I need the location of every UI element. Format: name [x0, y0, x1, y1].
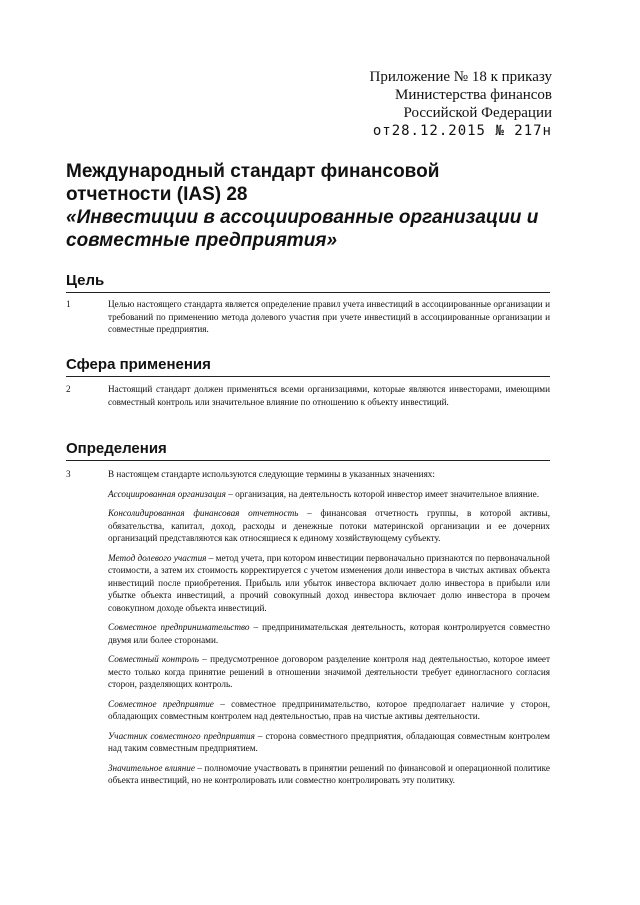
section-heading-scope: Сфера применения [66, 356, 550, 377]
section-heading-goal: Цель [66, 272, 550, 293]
paragraph-number: 1 [66, 299, 71, 309]
title-italic-line-1: «Инвестиции в ассоциированные организации и [66, 207, 539, 228]
definition-text: – предусмотренное договором разделение контроля над деятельностью, которое имеет место только когда принятие решений в отношении значимой деятельности требует единогласного согласия сторон, разделяющих контроль. [108, 654, 550, 689]
paragraph-3 [66, 468, 550, 787]
definition-term: Участник совместного предприятия [108, 730, 255, 741]
definition-term: Ассоциированная организация [108, 488, 226, 499]
paragraph-2 [66, 383, 550, 408]
definition-text: – организация, на деятельность которой инвестор имеет значительное влияние. [225, 488, 540, 499]
definition-text: – полномочие участвовать в принятии решений по финансовой и операционной политике объекта инвестиций, но не контролировать или совместно контролировать эту политику. [108, 762, 550, 785]
definition-item [108, 698, 550, 723]
definition-text: – совместное предпринимательство, которое предполагает наличие у сторон, обладающих совместным контролем над деятельностью, прав на чистые активы деятельности. [108, 698, 551, 721]
paragraph-text: Настоящий стандарт должен применяться всеми организациями, которые являются инвесторами, имеющими совместный контроль или значительное влияние по отношению к объекту инвестиций. [108, 384, 550, 407]
title-italic-line-2: совместные предприятия» [66, 230, 338, 251]
paragraph-1 [66, 298, 550, 336]
definition-term: Совместный контроль [108, 654, 199, 664]
section-heading-definitions: Определения [66, 440, 550, 461]
definition-term: Совместное предпринимательство [108, 622, 250, 632]
definition-text: – метод учета, при котором инвестиции первоначально признаются по первоначальной стоимости, а затем их стоимость корректируется с учетом изменения доли инвестора в чистых активах объекта инвестиций после приобретения. Прибыль или убыток инвестора включает долю инвестора в прибыли или убытке объекта инвестиций, а прочий совокупный доход инвестора включает долю инвестора в прочем совокупном доходе объекта инвестиций. [108, 552, 550, 613]
definition-item [108, 730, 550, 755]
annex-line-3: Российской Федерации [403, 105, 552, 121]
definition-item [108, 488, 550, 501]
definition-text: – сторона совместного предприятия, обладающая совместным контролем над таким совместным предприятием. [108, 730, 550, 753]
annex-date-number: от28.12.2015 № 217н [372, 123, 552, 139]
paragraph-number: 2 [66, 384, 71, 394]
paragraph-number: 3 [66, 469, 71, 479]
annex-line-2: Министерства финансов [395, 87, 552, 103]
definition-item [108, 507, 550, 545]
definition-item [108, 621, 550, 646]
annex-line-1: Приложение № 18 к приказу [369, 69, 552, 85]
document-title [66, 160, 566, 252]
definitions-intro: В настоящем стандарте используются следующие термины в указанных значениях: [108, 469, 435, 479]
definition-term: Совместное предприятие [108, 698, 214, 709]
definition-term: Метод долевого участия [108, 552, 207, 563]
annex-reference [370, 68, 553, 140]
section-goal [66, 272, 550, 293]
paragraph-text: Целью настоящего стандарта является определение правил учета инвестиций в ассоциированные организации и требований по применению метода долевого участия при учете инвестиций в ассоциированные организации и совместные предприятия. [108, 299, 550, 334]
definition-item [108, 552, 550, 615]
title-line-1: Международный стандарт финансовой [66, 161, 440, 182]
title-line-2: отчетности (IAS) 28 [66, 184, 248, 205]
definition-text: – финансовая отчетность группы, в которой активы, обязательства, капитал, доход, расходы и денежные потоки материнской организации и ее дочерних организаций представляются как относящиеся к единому хозяйствующему субъекту. [108, 508, 550, 543]
definition-item [108, 653, 550, 691]
definition-item [108, 762, 550, 787]
definition-term: Консолидированная финансовая отчетность [108, 508, 299, 518]
definition-term: Значительное влияние [108, 762, 195, 773]
definition-text: – предпринимательская деятельность, которая контролируется совместно двумя или более сторонами. [108, 622, 551, 645]
section-scope [66, 356, 550, 377]
section-definitions [66, 440, 550, 461]
